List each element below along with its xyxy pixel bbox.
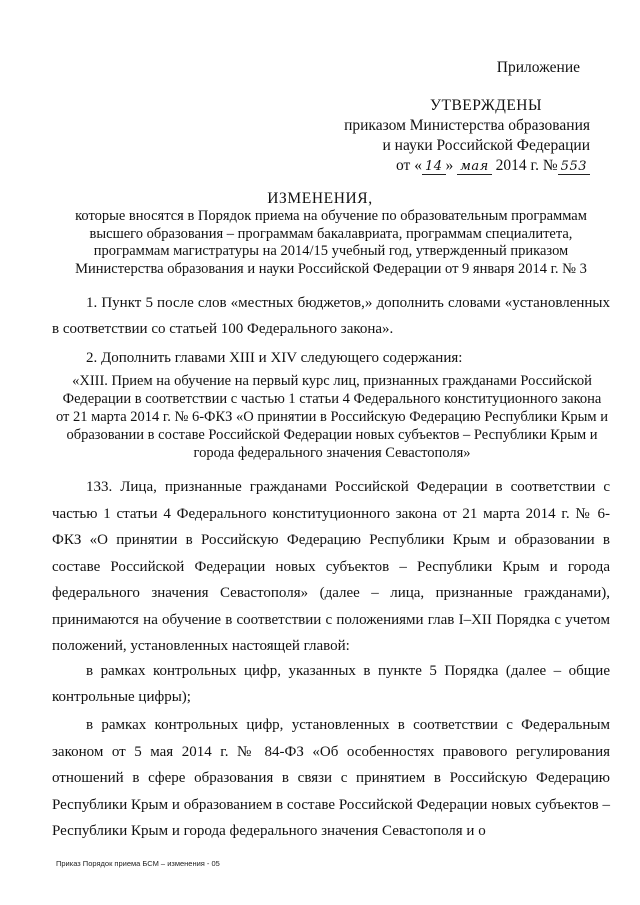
order-line-2: и науки Российской Федерации [382,137,590,154]
date-mid: » [445,157,454,174]
changes-title: ИЗМЕНЕНИЯ, [267,190,373,207]
appendix-label: Приложение [496,59,580,76]
approved-heading: УТВЕРЖДЕНЫ [430,97,542,114]
year-text: 2014 г. № [495,157,558,174]
paragraph-general-quota: в рамках контрольных цифр, указанных в пункте 5 Порядка (далее – общие контрольные цифры); [52,663,610,705]
paragraph-federal-law-quota: в рамках контрольных цифр, установленных в соответствии с Федеральным законом от 5 мая 2014 г. № 84-ФЗ «Об особенностях правового регулирования отношений в сфере образования в связи с принятием в Российскую Федерацию Республики Крым и образованием в составе Российской Федерации новых субъектов – Республики Крым и города федерального значения Севастополя и о [52,717,610,839]
approval-block [0,58,590,177]
handwritten-month: мая [457,159,492,175]
chapter-xiii-heading: «XIII. Прием на обучение на первый курс лиц, признанных гражданами Российской Федерации в соответствии с частью 1 статьи 4 Федерального конституционного закона от 21 марта 2014 г. № 6-ФКЗ «О принятии в Российскую Федерацию Республики Крым и образовании в составе Российской Федерации новых субъектов – Республики Крым и города федерального значения Севастополя» [56,373,608,461]
order-line-1: приказом Министерства образования [344,117,590,134]
order-date-line [0,156,590,177]
paragraph-133: 133. Лица, признанные гражданами Российской Федерации в соответствии с частью 1 статьи 4 Федерального конституционного закона от 21 марта 2014 г. № 6-ФКЗ «О принятии в Российскую Федерацию Республики Крым и образовании в составе Российской Федерации новых субъектов – Республики Крым и города федерального значения Севастополя» (далее – лица, признанные гражданами), принимаются на обучение в соответствии с положениями глав I–XII Порядка с учетом положений, установленных настоящей главой: [52,479,610,654]
paragraph-2: 2. Дополнить главами XIII и XIV следующего содержания: [86,350,463,366]
handwritten-day: 14 [422,159,446,175]
footer-file-label: Приказ Порядок приема БСМ – изменения - 05 [56,859,220,868]
handwritten-number: 553 [558,159,590,175]
paragraph-1: 1. Пункт 5 после слов «местных бюджетов,» дополнить словами «установленных в соответствии со статьей 100 Федерального закона». [52,295,610,337]
date-prefix: от « [396,157,422,174]
changes-subtitle: которые вносятся в Порядок приема на обучение по образовательным программам высшего образования – программам бакалавриата, программам специалитета, программам магистратуры на 2014/15 учебный год, утвержденный приказом Министерства образования и науки Российской Федерации от 9 января 2014 г. № 3 [75,208,587,277]
